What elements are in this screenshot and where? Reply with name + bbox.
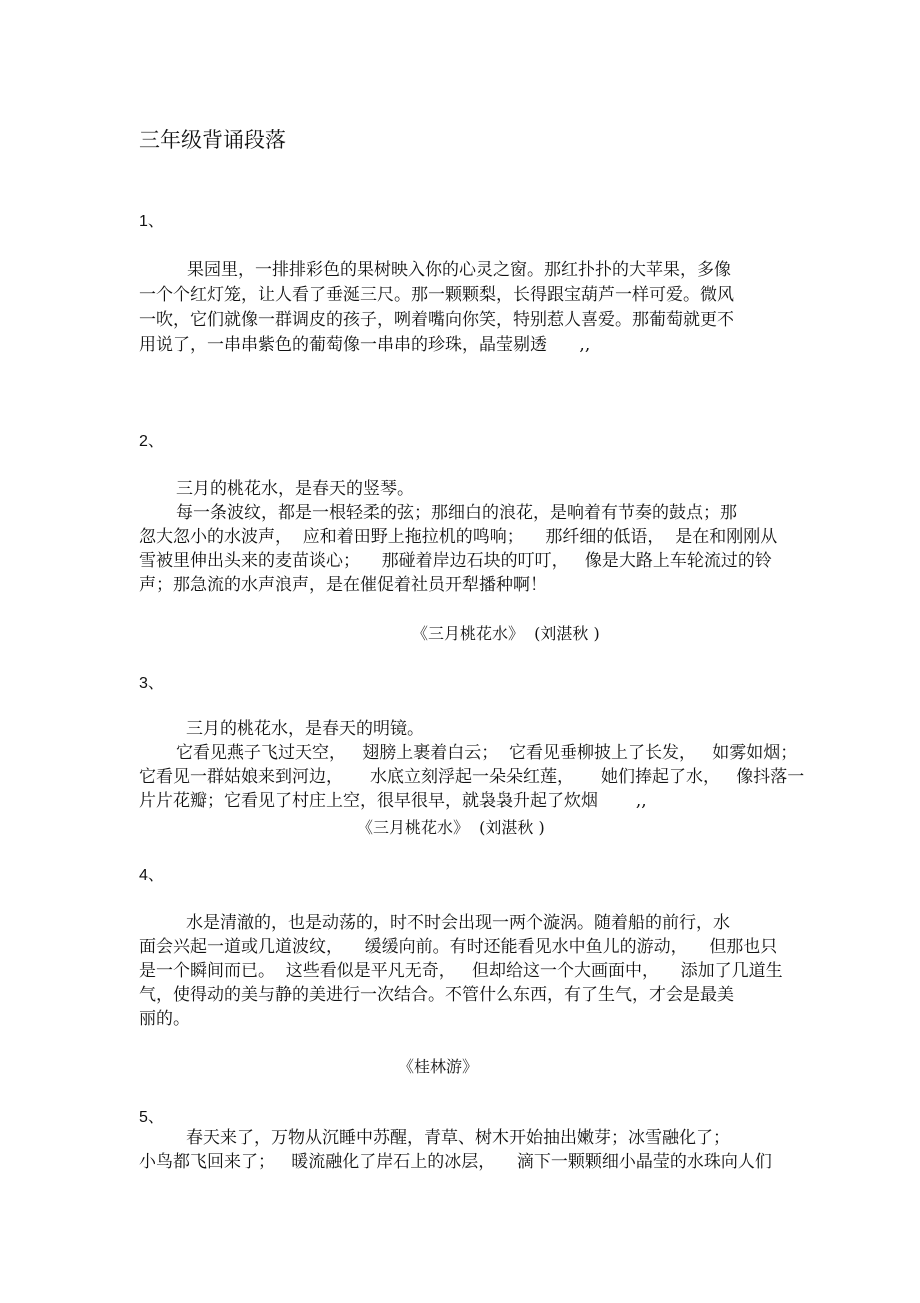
paragraph-line: 雪被里伸出头来的麦苗谈心； 那碰着岸边石块的叮叮， 像是大路上车轮流过的铃 <box>139 551 772 571</box>
paragraph-line: 丽的。 <box>139 1009 190 1029</box>
citation: 《三月桃花水》 (刘湛秋 ) <box>357 818 545 837</box>
paragraph-line: 小鸟都飞回来了； 暖流融化了岸石上的冰层， 滴下一颗颗细小晶莹的水珠向人们 <box>139 1152 772 1172</box>
paragraph-line: 是一个瞬间而已。 这些看似是平凡无奇， 但却给这一个大画面中， 添加了几道生 <box>139 961 783 981</box>
page-title: 三年级背诵段落 <box>139 128 286 152</box>
paragraph-line: 水是清澈的，也是动荡的，时不时会出现一两个漩涡。随着船的前行，水 <box>186 913 730 933</box>
paragraph-line: 片片花瓣；它看见了村庄上空，很早很早，就袅袅升起了炊烟 ,, <box>139 791 647 811</box>
section-number: 3、 <box>139 675 164 692</box>
citation: 《三月桃花水》 (刘湛秋 ) <box>412 624 600 643</box>
paragraph-line: 面会兴起一道或几道波纹， 缓缓向前。有时还能看见水中鱼儿的游动， 但那也只 <box>139 937 778 957</box>
paragraph-line: 声；那急流的水声浪声，是在催促着社员开犁播种啊！ <box>139 575 547 595</box>
paragraph-line: 气，使得动的美与静的美进行一次结合。不管什么东西，有了生气，才会是最美 <box>139 985 734 1005</box>
paragraph-line: 每一条波纹，都是一根轻柔的弦；那细白的浪花，是响着有节奏的鼓点；那 <box>176 503 737 523</box>
citation: 《桂林游》 <box>398 1057 479 1076</box>
paragraph-line: 三月的桃花水，是春天的竖琴。 <box>176 479 414 499</box>
section-number: 1、 <box>139 213 164 230</box>
section-number: 2、 <box>139 433 164 450</box>
section-number: 4、 <box>139 867 164 884</box>
paragraph-line: 春天来了，万物从沉睡中苏醒，青草、树木开始抽出嫩芽；冰雪融化了； <box>186 1128 730 1148</box>
paragraph-line: 它看见一群姑娘来到河边， 水底立刻浮起一朵朵红莲， 她们捧起了水， 像抖落一 <box>139 767 805 787</box>
paragraph-line: 一个个红灯笼，让人看了垂涎三尺。那一颗颗梨，长得跟宝葫芦一样可爱。微风 <box>139 285 734 305</box>
paragraph-line: 忽大忽小的水波声， 应和着田野上拖拉机的鸣响； 那纤细的低语， 是在和刚刚从 <box>139 527 778 547</box>
section-number: 5、 <box>139 1109 164 1126</box>
paragraph-line: 用说了，一串串紫色的葡萄像一串串的珍珠，晶莹剔透 ,, <box>139 335 591 355</box>
paragraph-line: 一吹，它们就像一群调皮的孩子，咧着嘴向你笑，特别惹人喜爱。那葡萄就更不 <box>139 310 734 330</box>
paragraph-line: 三月的桃花水，是春天的明镜。 <box>186 719 424 739</box>
paragraph-line: 它看见燕子飞过天空， 翅膀上裹着白云； 它看见垂柳披上了长发， 如雾如烟； <box>176 743 798 763</box>
paragraph-line: 果园里，一排排彩色的果树映入你的心灵之窗。那红扑扑的大苹果，多像 <box>187 260 731 280</box>
